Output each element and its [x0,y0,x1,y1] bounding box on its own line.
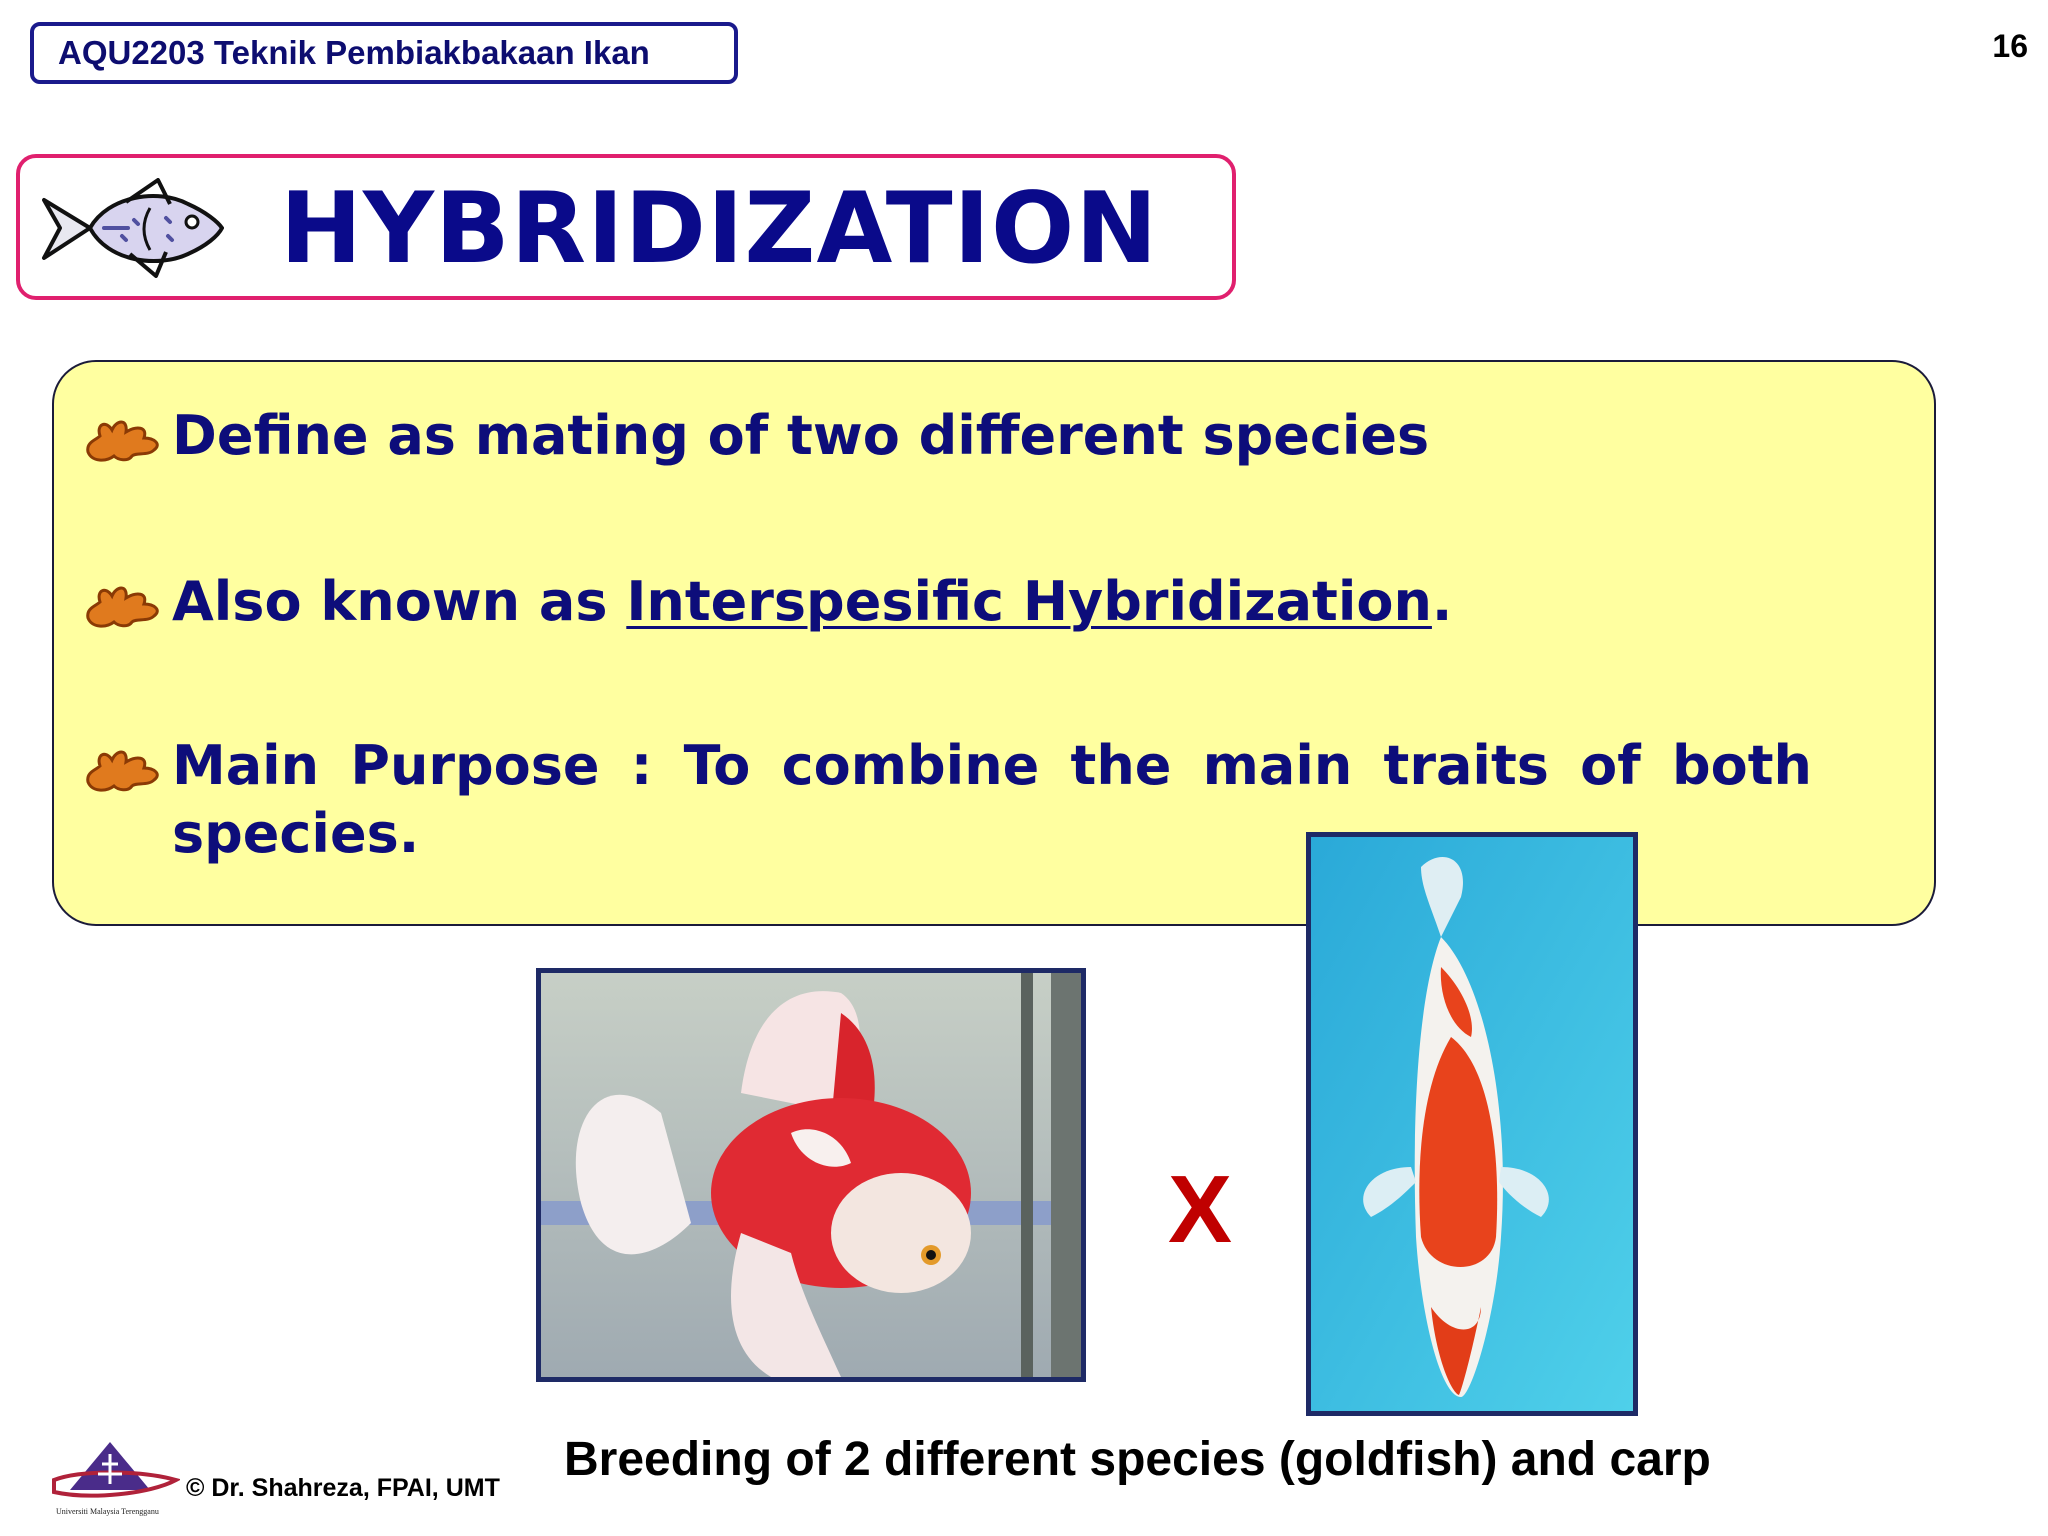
umt-logo [50,1440,180,1520]
goldfish-photo [536,968,1086,1382]
bullet-text: Define as mating of two different species [172,404,1430,467]
goldfish-image [541,973,1081,1377]
interspecific-hybridization-link[interactable]: Interspesific Hybridization [626,570,1432,633]
koi-carp-photo [1306,832,1638,1416]
bullet-item [82,402,1429,470]
fish-icon [38,178,224,278]
course-title: AQU2203 Teknik Pembiakbakaan Ikan [58,34,650,71]
bullet-text-prefix: Also known as [172,570,627,633]
bullet-text-suffix: . [1431,570,1453,633]
title-box [16,154,1236,300]
starfish-bullet-icon [82,578,164,630]
copyright-text: © Dr. Shahreza, FPAI, UMT [186,1474,500,1502]
cross-symbol: X [1168,1156,1233,1263]
slide-title: HYBRIDIZATION [280,172,1159,286]
course-code-box [30,22,738,84]
starfish-bullet-icon [82,412,164,464]
bullet-item [82,568,1452,636]
starfish-bullet-icon [82,742,164,794]
content-box [52,360,1936,926]
logo-text: Universiti Malaysia Terengganu [56,1507,159,1516]
koi-carp-image [1311,837,1633,1411]
page-number: 16 [1992,28,2028,64]
bullet-text: Main Purpose : To combine the main traits of both species. [172,734,1812,865]
bullet-text [172,568,1452,636]
image-caption: Breeding of 2 different species (goldfish) and carp [564,1433,1711,1486]
